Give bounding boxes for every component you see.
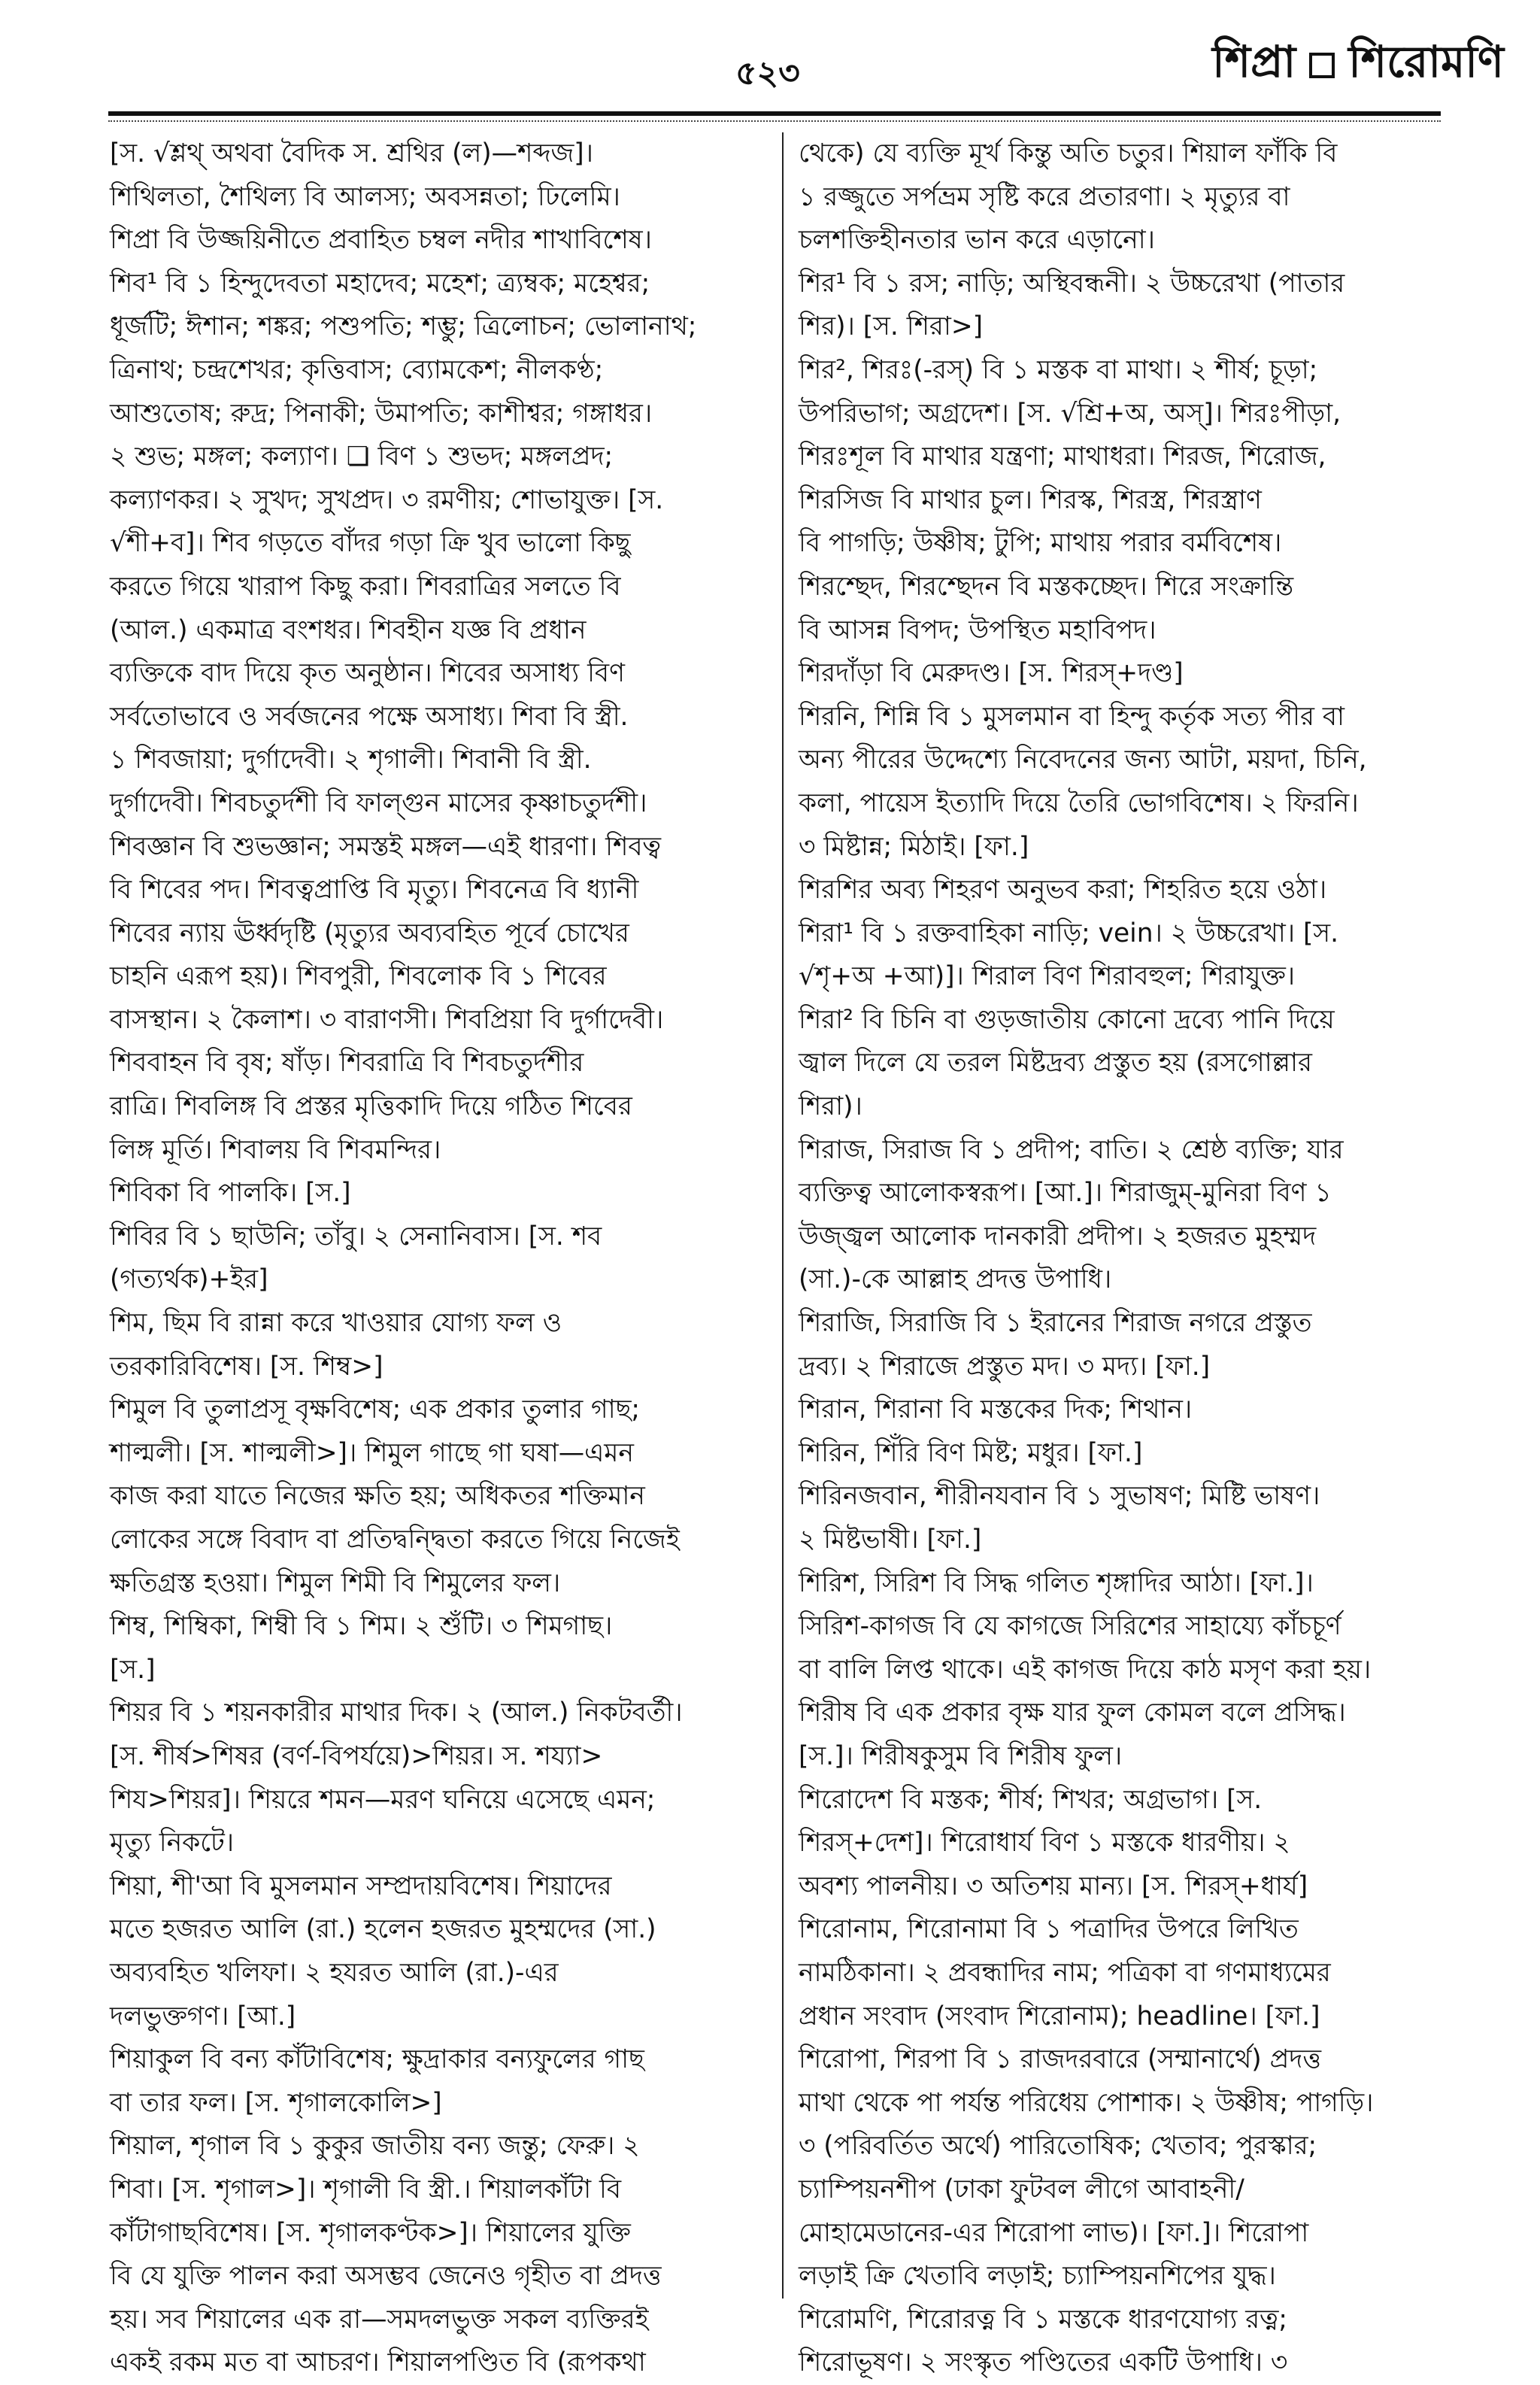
text-line: শিরঃশূল বি মাথার যন্ত্রণা; মাথাধরা। শিরজ, শিরোজ, — [799, 441, 1326, 472]
text-line: শিবিকা বি পালকি। [স.] — [110, 1178, 351, 1209]
text-line: কল্যাণকর। ২ সুখদ; সুখপ্রদ। ৩ রমণীয়; শোভাযুক্ত। [স. — [110, 484, 664, 515]
text-line: ত্রিনাথ; চন্দ্রশেখর; কৃত্তিবাস; ব্যোমকেশ; নীলকণ্ঠ; — [110, 354, 604, 385]
separator-box-icon — [1309, 53, 1335, 78]
text-line: দুর্গাদেবী। শিবচতুর্দশী বি ফাল্গুন মাসের কৃষ্ণাচতুর্দশী। — [110, 787, 647, 818]
text-line: মতে হজরত আলি (রা.) হলেন হজরত মুহম্মদের (সা.) — [110, 1914, 656, 1945]
text-line: শিরাজি, সিরাজি বি ১ ইরানের শিরাজ নগরে প্রস্তুত — [799, 1308, 1312, 1339]
text-line: লোকের সঙ্গে বিবাদ বা প্রতিদ্বন্দ্বিতা করতে গিয়ে নিজেই — [110, 1525, 680, 1555]
text-line: সিরিশ-কাগজ বি যে কাগজে সিরিশের সাহায্যে কাঁচচূর্ণ — [799, 1611, 1341, 1642]
text-line: শিরশির অব্য শিহরণ অনুভব করা; শিহরিত হয়ে ওঠা। — [799, 875, 1327, 906]
text-line: শিরোদেশ বি মস্তক; শীর্ষ; শিখর; অগ্রভাগ। [স. — [799, 1784, 1263, 1815]
text-line: শিরিশ, সিরিশ বি সিদ্ধ গলিত শৃঙ্গাদির আঠা। [ফা.]। — [799, 1567, 1314, 1598]
text-line: শিরা² বি চিনি বা গুড়জাতীয় কোনো দ্রব্যে পানি দিয়ে — [799, 1004, 1335, 1035]
text-line: চাহনি এরূপ হয়)। শিবপুরী, শিবলোক বি ১ শিবের — [110, 961, 607, 992]
text-line: শিরস্+দেশ]। শিরোধার্য বিণ ১ মস্তকে ধারণীয়। ২ — [799, 1828, 1290, 1859]
text-line: শিরোমণি, শিরোরত্ন বি ১ মস্তকে ধারণযোগ্য রত্ন; — [799, 2304, 1287, 2335]
text-line: অব্যবহিত খলিফা। ২ হযরত আলি (রা.)-এর — [110, 1957, 559, 1988]
text-line: বাসস্থান। ২ কৈলাশ। ৩ বারাণসী। শিবপ্রিয়া বি দুর্গাদেবী। — [110, 1004, 664, 1035]
text-line: মাথা থেকে পা পর্যন্ত পরিধেয় পোশাক। ২ উষ্ণীষ; পাগড়ি। — [799, 2087, 1374, 2118]
text-line: শিরোভূষণ। ২ সংস্কৃত পণ্ডিতের একটি উপাধি। ৩ — [799, 2347, 1288, 2378]
text-line: ৩ (পরিবর্তিত অর্থে) পারিতোষিক; খেতাব; পুরস্কার; — [799, 2131, 1317, 2162]
text-line: শিম্ব, শিম্বিকা, শিম্বী বি ১ শিম। ২ শুঁটি। ৩ শিমগাছ। — [110, 1611, 613, 1642]
text-line: শিরোনাম, শিরোনামা বি ১ পত্রাদির উপরে লিখিত — [799, 1914, 1299, 1945]
text-line: বা বালি লিপ্ত থাকে। এই কাগজ দিয়ে কাঠ মসৃণ করা হয়। — [799, 1654, 1372, 1685]
text-line: মোহামেডানের-এর শিরোপা লাভ)। [ফা.]। শিরোপা — [799, 2217, 1309, 2248]
text-line: হয়। সব শিয়ালের এক রা—সমদলভুক্ত সকল ব্যক্তিরই — [110, 2304, 649, 2335]
column-divider — [782, 132, 784, 2299]
text-line: শিরাজ, সিরাজ বি ১ প্রদীপ; বাতি। ২ শ্রেষ্ঠ ব্যক্তি; যার — [799, 1134, 1344, 1165]
text-line: ব্যক্তিকে বাদ দিয়ে কৃত অনুষ্ঠান। শিবের অসাধ্য বিণ — [110, 658, 625, 689]
text-line: অন্য পীরের উদ্দেশ্যে নিবেদনের জন্য আটা, ময়দা, চিনি, — [799, 745, 1367, 775]
text-line: বি যে যুক্তি পালন করা অসম্ভব জেনেও গৃহীত বা প্রদত্ত — [110, 2261, 662, 2292]
text-line: উপরিভাগ; অগ্রদেশ। [স. √শ্রি+অ, অস্]। শিরঃপীড়া, — [799, 398, 1341, 429]
text-line: বি পাগড়ি; উষ্ণীষ; টুপি; মাথায় পরার বর্মবিশেষ। — [799, 528, 1282, 559]
text-line: ২ মিষ্টভাষী। [ফা.] — [799, 1525, 982, 1555]
text-line: লিঙ্গ মূর্তি। শিবালয় বি শিবমন্দির। — [110, 1134, 441, 1165]
text-line: শিবা। [স. শৃগাল>]। শৃগালী বি স্ত্রী.। শিয়ালকাঁটা বি — [110, 2174, 622, 2204]
text-line: উজ্জ্বল আলোক দানকারী প্রদীপ। ২ হজরত মুহম্মদ — [799, 1221, 1317, 1252]
text-line: [স. শীর্ষ>শিষর (বর্ণ-বিপর্যয়ে)>শিয়র। স. শয্যা> — [110, 1740, 603, 1771]
text-line: শিবির বি ১ ছাউনি; তাঁবু। ২ সেনানিবাস। [স. শব — [110, 1221, 602, 1252]
text-line: জ্বাল দিলে যে তরল মিষ্টদ্রব্য প্রস্তুত হয় (রসগোল্লার — [799, 1048, 1312, 1079]
text-line: শিরা)। — [799, 1091, 862, 1122]
text-line: [স.] — [110, 1654, 156, 1685]
text-line: তরকারিবিশেষ। [স. শিম্ব>] — [110, 1351, 383, 1382]
text-line: একই রকম মত বা আচরণ। শিয়ালপণ্ডিত বি (রূপকথা — [110, 2347, 646, 2378]
text-line: কাঁটাগাছবিশেষ। [স. শৃগালকণ্টক>]। শিয়ালের যুক্তি — [110, 2217, 631, 2248]
text-line: শিয়া, শী'আ বি মুসলমান সম্প্রদায়বিশেষ। শিয়াদের — [110, 1871, 612, 1901]
text-line: শিরসিজ বি মাথার চুল। শিরস্ক, শিরস্ত্র, শিরস্ত্রাণ — [799, 484, 1262, 515]
text-line: অবশ্য পালনীয়। ৩ অতিশয় মান্য। [স. শিরস্+ধার্য] — [799, 1871, 1308, 1901]
text-line: করতে গিয়ে খারাপ কিছু করা। শিবরাত্রির সলতে বি — [110, 571, 621, 602]
text-line: শিরনি, শিন্নি বি ১ মুসলমান বা হিন্দু কর্তৃক সত্য পীর বা — [799, 701, 1344, 732]
text-line: শিরদাঁড়া বি মেরুদণ্ড। [স. শিরস্+দণ্ড] — [799, 658, 1184, 689]
text-line: [স. √শ্লথ্ অথবা বৈদিক স. শ্রথির (ল)—শব্দজ]। — [110, 138, 593, 168]
text-line: ১ রজ্জুতে সর্পভ্রম সৃষ্টি করে প্রতারণা। ২ মৃত্যুর বা — [799, 181, 1290, 212]
text-line: চলশক্তিহীনতার ভান করে এড়ানো। — [799, 225, 1155, 256]
guide-word-first: শিপ্রা — [1212, 36, 1296, 87]
text-line: ধূর্জটি; ঈশান; শঙ্কর; পশুপতি; শম্ভু; ত্রিলোচন; ভোলানাথ; — [110, 311, 697, 342]
text-line: √শী+ব]। শিব গড়তে বাঁদর গড়া ক্রি খুব ভালো কিছু — [110, 528, 631, 559]
text-line: শিরীষ বি এক প্রকার বৃক্ষ যার ফুল কোমল বলে প্রসিদ্ধ। — [799, 1698, 1346, 1728]
page-header — [0, 0, 1540, 113]
text-line: শিববাহন বি বৃষ; ষাঁড়। শিবরাত্রি বি শিবচতুর্দশীর — [110, 1048, 584, 1079]
text-line: রাত্রি। শিবলিঙ্গ বি প্রস্তর মৃত্তিকাদি দিয়ে গঠিত শিবের — [110, 1091, 632, 1122]
text-line: শিরা¹ বি ১ রক্তবাহিকা নাড়ি; vein। ২ উচ্চরেখা। [স. — [799, 918, 1339, 948]
text-line: শির¹ বি ১ রস; নাড়ি; অস্থিবন্ধনী। ২ উচ্চরেখা (পাতার — [799, 268, 1345, 299]
text-line: বি আসন্ন বিপদ; উপস্থিত মহাবিপদ। — [799, 614, 1157, 645]
text-line: শিয়াল, শৃগাল বি ১ কুকুর জাতীয় বন্য জন্তু; ফেরু। ২ — [110, 2131, 640, 2162]
text-line: ৩ মিষ্টান্ন; মিঠাই। [ফা.] — [799, 831, 1029, 862]
text-line: শিবের ন্যায় ঊর্ধ্বদৃষ্টি (মৃত্যুর অব্যবহিত পূর্বে চোখের — [110, 918, 629, 948]
text-line: শিরশ্ছেদ, শিরশ্ছেদন বি মস্তকচ্ছেদ। শিরে সংক্রান্তি — [799, 571, 1294, 602]
text-line: √শৃ+অ +আ)]। শিরাল বিণ শিরাবহুল; শিরাযুক্ত। — [799, 961, 1296, 992]
text-line: ব্যক্তিত্ব আলোকস্বরূপ। [আ.]। শিরাজুম্-মুনিরা বিণ ১ — [799, 1178, 1332, 1209]
text-line: সর্বতোভাবে ও সর্বজনের পক্ষে অসাধ্য। শিবা বি স্ত্রী. — [110, 701, 629, 732]
text-line: প্রধান সংবাদ (সংবাদ শিরোনাম); headline। [ফা.] — [799, 2001, 1320, 2031]
text-line: মৃত্যু নিকটে। — [110, 1828, 235, 1859]
text-line: ১ শিবজায়া; দুর্গাদেবী। ২ শৃগালী। শিবানী বি স্ত্রী. — [110, 745, 592, 775]
text-line: শিরোপা, শিরপা বি ১ রাজদরবারে (সম্মানার্থে) প্রদত্ত — [799, 2044, 1321, 2075]
text-line: শাল্মলী। [স. শাল্মলী>]। শিমুল গাছে গা ঘষা—এমন — [110, 1437, 634, 1468]
text-line: দ্রব্য। ২ শিরাজে প্রস্তুত মদ। ৩ মদ্য। [ফা.] — [799, 1351, 1211, 1382]
text-line: বি শিবের পদ। শিবত্বপ্রাপ্তি বি মৃত্যু। শিবনেত্র বি ধ্যানী — [110, 875, 639, 906]
text-line: লড়াই ক্রি খেতাবি লড়াই; চ্যাম্পিয়নশিপের যুদ্ধ। — [799, 2261, 1276, 2292]
text-line: (সা.)-কে আল্লাহ প্রদত্ত উপাধি। — [799, 1264, 1112, 1295]
text-line: [স.]। শিরীষকুসুম বি শিরীষ ফুল। — [799, 1740, 1123, 1771]
text-line: শিরান, শিরানা বি মস্তকের দিক; শিথান। — [799, 1394, 1193, 1425]
text-line: শিম, ছিম বি রান্না করে খাওয়ার যোগ্য ফল ও — [110, 1308, 562, 1339]
text-line: শিয়াকুল বি বন্য কাঁটাবিশেষ; ক্ষুদ্রাকার বন্যফুলের গাছ — [110, 2044, 644, 2075]
text-line: ক্ষতিগ্রস্ত হওয়া। শিমুল শিমী বি শিমুলের ফল। — [110, 1567, 561, 1598]
text-line: (আল.) একমাত্র বংশধর। শিবহীন যজ্ঞ বি প্রধান — [110, 614, 587, 645]
text-line: শিথিলতা, শৈথিল্য বি আলস্য; অবসন্নতা; ঢিলেমি। — [110, 181, 620, 212]
text-line: আশুতোষ; রুদ্র; পিনাকী; উমাপতি; কাশীশ্বর; গঙ্গাধর। — [110, 398, 653, 429]
text-line: শিরিনজবান, শীরীনযবান বি ১ সুভাষণ; মিষ্টি ভাষণ। — [799, 1481, 1320, 1512]
text-line: কলা, পায়েস ইত্যাদি দিয়ে তৈরি ভোগবিশেষ। ২ ফিরনি। — [799, 787, 1359, 818]
text-line: শিপ্রা বি উজ্জয়িনীতে প্রবাহিত চম্বল নদীর শাখাবিশেষ। — [110, 225, 652, 256]
text-line: শিব¹ বি ১ হিন্দুদেবতা মহাদেব; মহেশ; ত্র্যম্বক; মহেশ্বর; — [110, 268, 650, 299]
text-line: বা তার ফল। [স. শৃগালকোলি>] — [110, 2087, 442, 2118]
text-line: শিয়র বি ১ শয়নকারীর মাথার দিক। ২ (আল.) নিকটবর্তী। — [110, 1698, 683, 1728]
text-line: শির)। [স. শিরা>] — [799, 311, 984, 342]
right-column — [799, 132, 1457, 2378]
text-line: শির², শিরঃ(-রস্) বি ১ মস্তক বা মাথা। ২ শীর্ষ; চূড়া; — [799, 354, 1318, 385]
guide-word-last: শিরোমণি — [1348, 36, 1504, 87]
text-line: থেকে) যে ব্যক্তি মূর্খ কিন্তু অতি চতুর। শিয়াল ফাঁকি বি — [799, 138, 1338, 168]
header-rule — [108, 111, 1441, 116]
text-line: দলভুক্তগণ। [আ.] — [110, 2001, 296, 2031]
left-column — [110, 132, 768, 2378]
text-line: চ্যাম্পিয়নশীপ (ঢাকা ফুটবল লীগে আবাহনী/ — [799, 2174, 1244, 2204]
page-number: ৫২৩ — [735, 54, 800, 93]
text-line: শিয>শিয়র]। শিয়রে শমন—মরণ ঘনিয়ে এসেছে এমন; — [110, 1784, 656, 1815]
text-line: কাজ করা যাতে নিজের ক্ষতি হয়; অধিকতর শক্তিমান — [110, 1481, 645, 1512]
guide-words — [1212, 29, 1504, 102]
text-line: শিবজ্ঞান বি শুভজ্ঞান; সমস্তই মঙ্গল—এই ধারণা। শিবত্ব — [110, 831, 661, 862]
text-line: নামঠিকানা। ২ প্রবন্ধাদির নাম; পত্রিকা বা গণমাধ্যমের — [799, 1957, 1331, 1988]
text-line: শিমুল বি তুলাপ্রসূ বৃক্ষবিশেষ; এক প্রকার তুলার গাছ; — [110, 1394, 640, 1425]
text-line: ২ শুভ; মঙ্গল; কল্যাণ। ❏ বিণ ১ শুভদ; মঙ্গলপ্রদ; — [110, 441, 614, 472]
text-line: শিরিন, শিঁরি বিণ মিষ্ট; মধুর। [ফা.] — [799, 1437, 1143, 1468]
header-rule-dotted — [108, 120, 1441, 122]
text-line: (গত্যর্থক)+ইর] — [110, 1264, 268, 1295]
